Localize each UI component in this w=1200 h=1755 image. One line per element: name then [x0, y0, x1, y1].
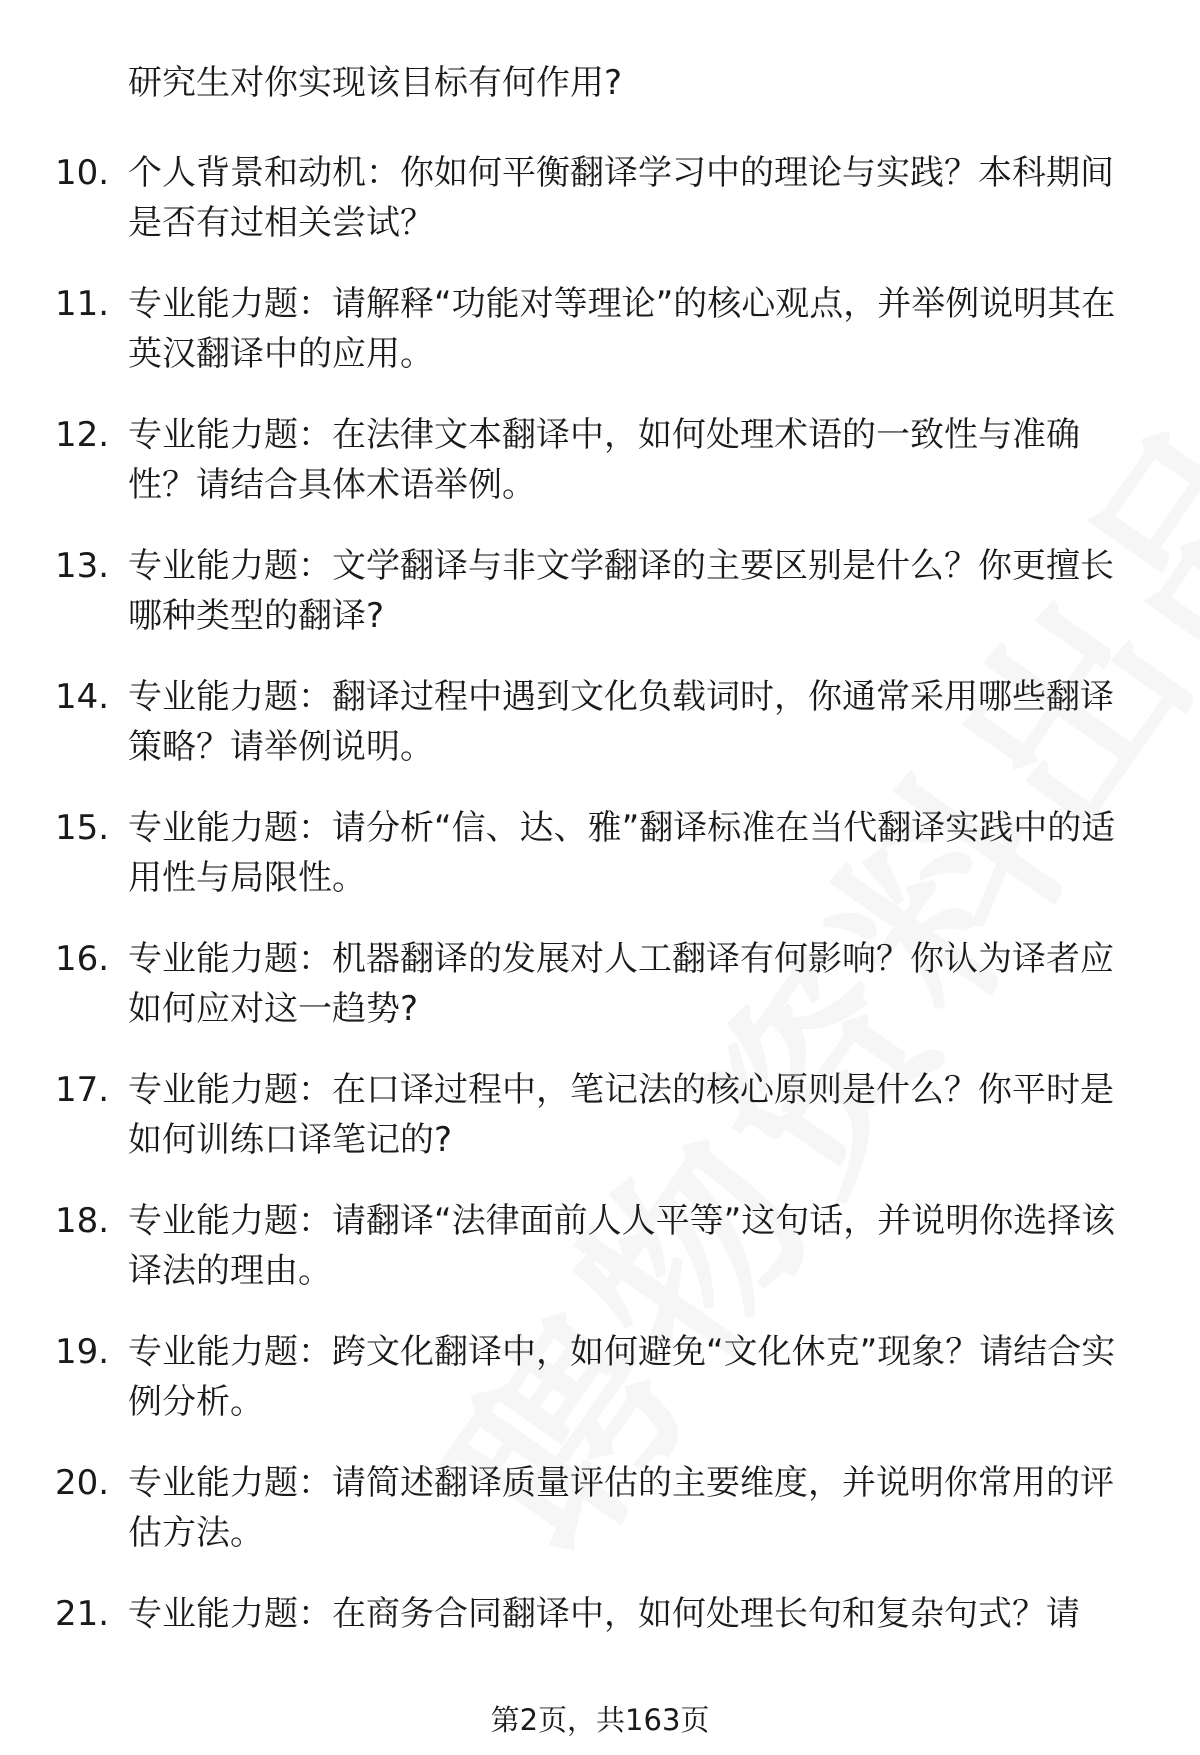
question-text: 专业能力题：翻译过程中遇到文化负载词时，你通常采用哪些翻译策略？请举例说明。 — [128, 677, 1114, 767]
question-text: 专业能力题：跨文化翻译中，如何避免“文化休克”现象？请结合实例分析。 — [128, 1332, 1116, 1422]
question-item — [0, 1196, 1200, 1327]
question-item — [0, 934, 1200, 1065]
question-text: 个人背景和动机：你如何平衡翻译学习中的理论与实践？本科期间是否有过相关尝试？ — [128, 153, 1114, 243]
question-list — [0, 148, 1200, 1720]
question-item — [0, 410, 1200, 541]
question-number: 12. — [55, 415, 110, 455]
question-item — [0, 541, 1200, 672]
question-item — [0, 1327, 1200, 1458]
question-number: 21. — [55, 1594, 110, 1634]
question-item — [0, 672, 1200, 803]
page-footer: 第2页，共163页 — [490, 1703, 710, 1737]
question-text: 专业能力题：文学翻译与非文学翻译的主要区别是什么？你更擅长哪种类型的翻译? — [128, 546, 1114, 636]
continuation-text: 研究生对你实现该目标有何作用? — [128, 63, 623, 103]
question-text: 专业能力题：在口译过程中，笔记法的核心原则是什么？你平时是如何训练口译笔记的? — [128, 1070, 1114, 1160]
question-item — [0, 1065, 1200, 1196]
question-item — [0, 148, 1200, 279]
question-text: 专业能力题：机器翻译的发展对人工翻译有何影响？你认为译者应如何应对这一趋势? — [128, 939, 1114, 1029]
question-text: 专业能力题：在商务合同翻译中，如何处理长句和复杂句式？请 — [128, 1594, 1080, 1634]
question-number: 20. — [55, 1463, 110, 1503]
question-text: 专业能力题：请解释“功能对等理论”的核心观点，并举例说明其在英汉翻译中的应用。 — [128, 284, 1116, 374]
question-number: 17. — [55, 1070, 110, 1110]
question-number: 13. — [55, 546, 110, 586]
question-text: 专业能力题：请分析“信、达、雅”翻译标准在当代翻译实践中的适用性与局限性。 — [128, 808, 1116, 898]
question-number: 14. — [55, 677, 110, 717]
question-item — [0, 1458, 1200, 1589]
question-number: 18. — [55, 1201, 110, 1241]
question-number: 19. — [55, 1332, 110, 1372]
question-text: 专业能力题：请翻译“法律面前人人平等”这句话，并说明你选择该译法的理由。 — [128, 1201, 1116, 1291]
question-text: 专业能力题：在法律文本翻译中，如何处理术语的一致性与准确性？请结合具体术语举例。 — [128, 415, 1080, 505]
question-item — [0, 803, 1200, 934]
question-number: 11. — [55, 284, 110, 324]
question-item — [0, 279, 1200, 410]
question-number: 15. — [55, 808, 110, 848]
question-number: 10. — [55, 153, 110, 193]
question-text: 专业能力题：请简述翻译质量评估的主要维度，并说明你常用的评估方法。 — [128, 1463, 1114, 1553]
question-number: 16. — [55, 939, 110, 979]
